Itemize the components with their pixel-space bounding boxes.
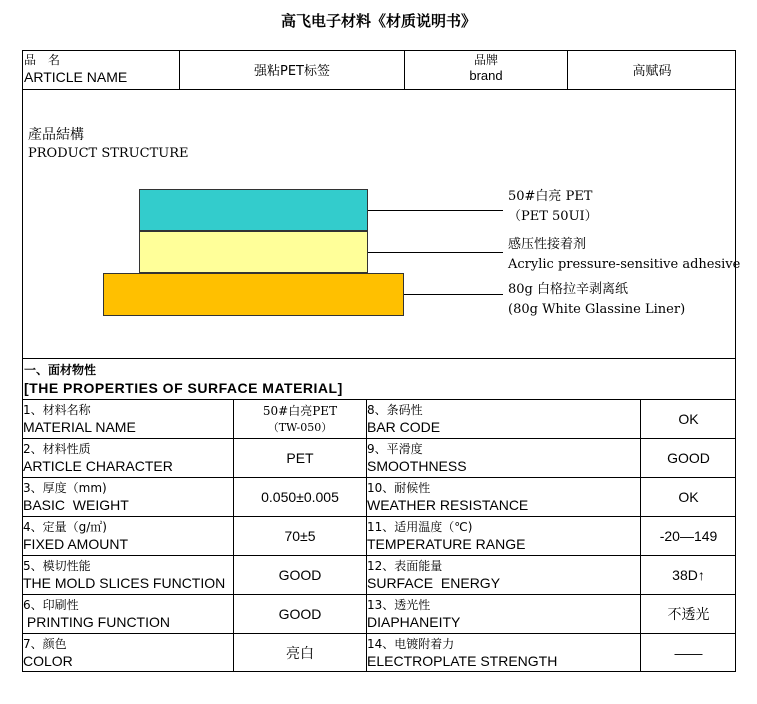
property-left-label-en: PRINTING FUNCTION — [23, 614, 170, 630]
section-heading-en: [THE PROPERTIES OF SURFACE MATERIAL] — [24, 380, 343, 396]
structure-heading-cn: 產品結構 — [28, 127, 84, 143]
article-name-label — [24, 52, 179, 86]
property-left-label-cn: 2、材料性质 — [23, 442, 91, 456]
property-right-label — [367, 634, 640, 672]
property-left-label-en: BASIC WEIGHT — [23, 497, 129, 513]
property-right-value: —— — [674, 645, 703, 661]
property-right-label-cn: 12、表面能量 — [367, 559, 443, 573]
property-left-value-line1: 0.050±0.005 — [261, 488, 339, 505]
article-name-label-cn: 品 名 — [24, 53, 61, 67]
property-right-value: -20—149 — [659, 528, 718, 544]
property-left-value — [234, 595, 366, 633]
property-right-label-en: BAR CODE — [367, 419, 441, 435]
property-right-label — [367, 556, 640, 594]
property-right-label — [367, 439, 640, 477]
property-right-label-en: SMOOTHNESS — [367, 458, 467, 474]
property-right-value: 不透光 — [667, 606, 710, 622]
leader-line-pet — [368, 210, 503, 211]
property-left-label — [23, 595, 233, 633]
property-right-label-en: TEMPERATURE RANGE — [367, 536, 526, 552]
property-left-label-en: FIXED AMOUNT — [23, 536, 129, 552]
property-left-value — [234, 634, 366, 672]
property-left-label — [23, 478, 233, 516]
layer-label-pet — [508, 187, 598, 227]
property-right-label-en: SURFACE ENERGY — [367, 575, 501, 591]
property-left-value-line1: 亮白 — [286, 644, 314, 661]
layer-label-liner-line2: (80g White Glassine Liner) — [508, 302, 686, 317]
leader-line-liner — [404, 294, 503, 295]
property-left-value-line2: （TW-050） — [267, 420, 333, 434]
property-left-label — [23, 439, 233, 477]
section-heading-cn: 一、面材物性 — [24, 363, 97, 377]
layer-label-adhesive-line1: 感压性接着剂 — [508, 237, 587, 252]
property-left-label-cn: 1、材料名称 — [23, 403, 91, 417]
layer-label-liner-line1: 80g 白格拉辛剥离纸 — [508, 282, 628, 297]
property-right-label-cn: 13、透光性 — [367, 598, 431, 612]
leader-line-adhesive — [368, 252, 503, 253]
property-left-label — [23, 400, 233, 438]
property-right-value: GOOD — [667, 450, 710, 466]
property-left-value-line1: GOOD — [278, 605, 322, 622]
property-right-label-en: WEATHER RESISTANCE — [367, 497, 529, 513]
layer-label-liner — [508, 280, 685, 320]
property-right-label-en: DIAPHANEITY — [367, 614, 461, 630]
property-right-label-cn: 11、适用温度（℃) — [367, 520, 473, 534]
layer-label-pet-line2: （PET 50UI） — [508, 209, 598, 224]
page-title: 高飞电子材料《材质说明书》 — [280, 12, 476, 30]
layer-liner — [103, 273, 404, 316]
property-left-value — [234, 400, 366, 438]
property-left-label-en: MATERIAL NAME — [23, 419, 136, 435]
property-left-label — [23, 556, 233, 594]
property-left-value — [234, 478, 366, 516]
property-left-value — [234, 517, 366, 555]
property-left-value-line1: 50#白亮PET — [262, 403, 338, 418]
layer-label-pet-line1: 50#白亮 PET — [508, 189, 593, 204]
property-right-value: 38D↑ — [672, 567, 705, 583]
property-left-label-cn: 4、定量（g/㎡) — [23, 520, 107, 534]
property-right-label — [367, 595, 640, 633]
property-right-label — [367, 400, 640, 438]
property-left-value-line1: GOOD — [278, 566, 322, 583]
property-right-value: OK — [678, 489, 699, 505]
property-right-value: OK — [678, 411, 699, 427]
property-right-label-cn: 9、平滑度 — [367, 442, 423, 456]
brand-label — [405, 52, 567, 84]
property-left-value — [234, 439, 366, 477]
property-left-label-en: ARTICLE CHARACTER — [23, 458, 173, 474]
property-right-label-cn: 14、电镀附着力 — [367, 637, 455, 651]
property-right-label — [367, 478, 640, 516]
property-left-label-en: THE MOLD SLICES FUNCTION — [23, 575, 226, 591]
layer-adhesive — [139, 231, 368, 273]
property-left-label-cn: 3、厚度（mm) — [23, 481, 107, 495]
property-left-label-cn: 7、颜色 — [23, 637, 67, 651]
property-left-label — [23, 634, 233, 672]
property-right-label — [367, 517, 640, 555]
property-left-value-line1: PET — [286, 449, 314, 466]
brand-label-cn: 品牌 — [473, 53, 498, 67]
structure-divider — [22, 358, 736, 359]
brand-label-en: brand — [469, 68, 503, 83]
property-left-label-cn: 5、模切性能 — [23, 559, 91, 573]
structure-heading-en: PRODUCT STRUCTURE — [28, 146, 189, 161]
article-name-label-en: ARTICLE NAME — [24, 69, 128, 85]
property-left-value-line1: 70±5 — [284, 527, 316, 544]
property-left-label-en: COLOR — [23, 653, 73, 669]
property-right-label-cn: 8、条码性 — [367, 403, 423, 417]
property-left-label-cn: 6、印刷性 — [23, 598, 79, 612]
article-name-value: 强粘PET标签 — [254, 64, 330, 79]
brand-value: 高赋码 — [632, 64, 672, 79]
property-left-label — [23, 517, 233, 555]
layer-label-adhesive — [508, 235, 740, 275]
property-left-value — [234, 556, 366, 594]
layer-label-adhesive-line2: Acrylic pressure-sensitive adhesive — [508, 257, 741, 272]
property-right-label-en: ELECTROPLATE STRENGTH — [367, 653, 558, 669]
layer-pet-face — [139, 189, 368, 231]
property-right-label-cn: 10、耐候性 — [367, 481, 431, 495]
header-divider — [22, 89, 736, 90]
